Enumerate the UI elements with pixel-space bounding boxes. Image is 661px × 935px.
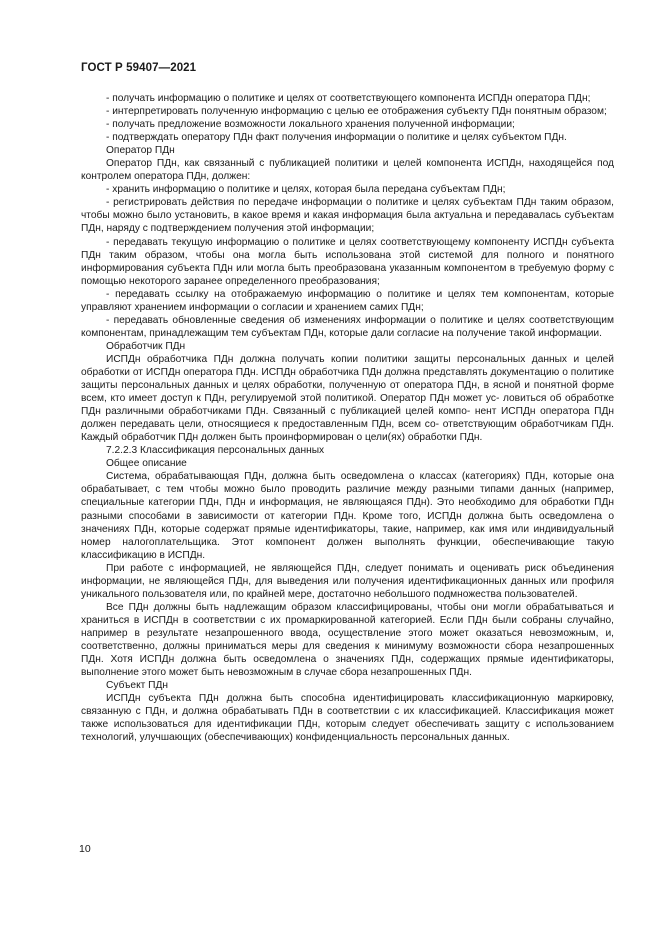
paragraph: - передавать текущую информацию о политике и целях соответствующему компоненту ИСПДн субъекта ПДн таким образом, чтобы она могла быть использована этой системой для полного и понятного информирования субъекта ПДн или могла быть преобразована указанным компонентом в требуемую форму с помощью некоторого заранее определенного преобразования; [81, 236, 614, 287]
paragraph: - интерпретировать полученную информацию с целью ее отображения субъекту ПДн понятным образом; [106, 106, 607, 118]
paragraph: - получать информацию о политике и целях от соответствующего компонента ИСПДн оператора ПДн; [106, 93, 591, 104]
paragraph: Оператор ПДн, как связанный с публикацией политики и целей компонента ИСПДн, находящейся под контролем оператора ПДн, должен: [81, 158, 614, 183]
document-body [81, 92, 614, 744]
page-number: 10 [79, 843, 91, 855]
subsection-heading: Обработчик ПДн [106, 340, 186, 352]
paragraph: Все ПДн должны быть надлежащим образом классифицированы, чтобы они могли обрабатываться и храниться в ИСПДн в соответствии с их промаркированной категорией. Если ПДн были собраны случайно, например в результате незапрошенного ввода, осуществление этого может оказаться невозможным, и, соответственно, должны приниматься меры для сведения к минимуму возможности сбора незапрошенных ПДн. Хотя ИСПДн должна быть осведомлена о значениях ПДн, содержащих прямые идентификаторы, выполнение этого может быть невозможным в случае сбора незапрошенных ПДн. [81, 601, 614, 679]
paragraph: - передавать обновленные сведения об изменениях информации о политике и целях соответствующим компонентам, принадлежащим тем субъектам ПДн, которые дали согласие на получение такой информации. [81, 314, 614, 339]
paragraph: Система, обрабатывающая ПДн, должна быть осведомлена о классах (категориях) ПДн, которые она обрабатывает, с тем чтобы можно было проводить различие между разными типами данных (например, специальные категории ПДн, ПДн и информация, не являющаяся ПДн). Это необходимо для обработки ПДн разными способами в зависимости от категории ПДн. Кроме того, ИСПДн должна быть осведомлена о значениях ПДн, которые содержат прямые идентификаторы, такие, например, как имя или индивидуальный номер налогоплательщика. Этот компонент должен выполнять функции, обеспечивающие такую классификацию в ИСПДн. [81, 471, 614, 561]
paragraph: - регистрировать действия по передаче информации о политике и целях субъектам ПДн таким образом, чтобы можно было установить, в какое время и какая информация была актуальна и передавалась субъектам ПДн, наряду с подтверждением получения этой информации; [81, 197, 614, 235]
section-heading: 7.2.2.3 Классификация персональных данных [106, 445, 325, 457]
paragraph: При работе с информацией, не являющейся ПДн, следует понимать и оценивать риск объединения информации, не являющейся ПДн, для выведения или получения идентификационных данных или профиля уникального пользователя или, по крайней мере, достаточно небольшого подмножества пользователей. [81, 562, 614, 600]
paragraph: - подтверждать оператору ПДн факт получения информации о политике и целях субъектом ПДн. [106, 132, 567, 144]
standard-header: ГОСТ Р 59407—2021 [81, 62, 197, 74]
paragraph: - получать предложение возможности локального хранения полученной информации; [106, 119, 515, 131]
paragraph: ИСПДн субъекта ПДн должна быть способна идентифицировать классификационную маркировку, связанную с ПДн, и должна обрабатывать ПДн в соответствии с их классификацией. Классификация может также использоваться для идентификации ПДн, которым следует обеспечивать защиту с использованием технологий, улучшающих (обеспечивающих) конфиденциальность персональных данных. [81, 693, 614, 744]
paragraph: ИСПДн обработчика ПДн должна получать копии политики защиты персональных данных и целей обработки от ИСПДн оператора ПДн. ИСПДн обработчика ПДн должна представлять документацию о политике защиты персональных данных и целях обработки, полученную от оператора ПДн, в ясной и понятной форме всем, кто имеет доступ к ПДн, регулируемой этой политикой. Оператор ПДн может ус- ловиться об обработке ПДн различными обработчиками ПДн. Связанный с публикацией целей компо- нент ИСПДн оператора ПДн должен передавать цели, относящиеся к предоставленным ПДн, всем со- ответствующим обработчикам ПДн. Каждый обработчик ПДн должен быть проинформирован о цели(ях) обработки ПДн. [81, 353, 614, 444]
subsection-heading: Субъект ПДн [106, 680, 169, 692]
subsection-heading: Оператор ПДн [106, 145, 175, 157]
paragraph: - передавать ссылку на отображаемую информацию о политике и целях тем компонентам, которые управляют хранением информации о согласии и хранением самих ПДн; [81, 288, 614, 313]
subsection-heading: Общее описание [106, 458, 187, 470]
paragraph: - хранить информацию о политике и целях, которая была передана субъектам ПДн; [106, 184, 506, 196]
